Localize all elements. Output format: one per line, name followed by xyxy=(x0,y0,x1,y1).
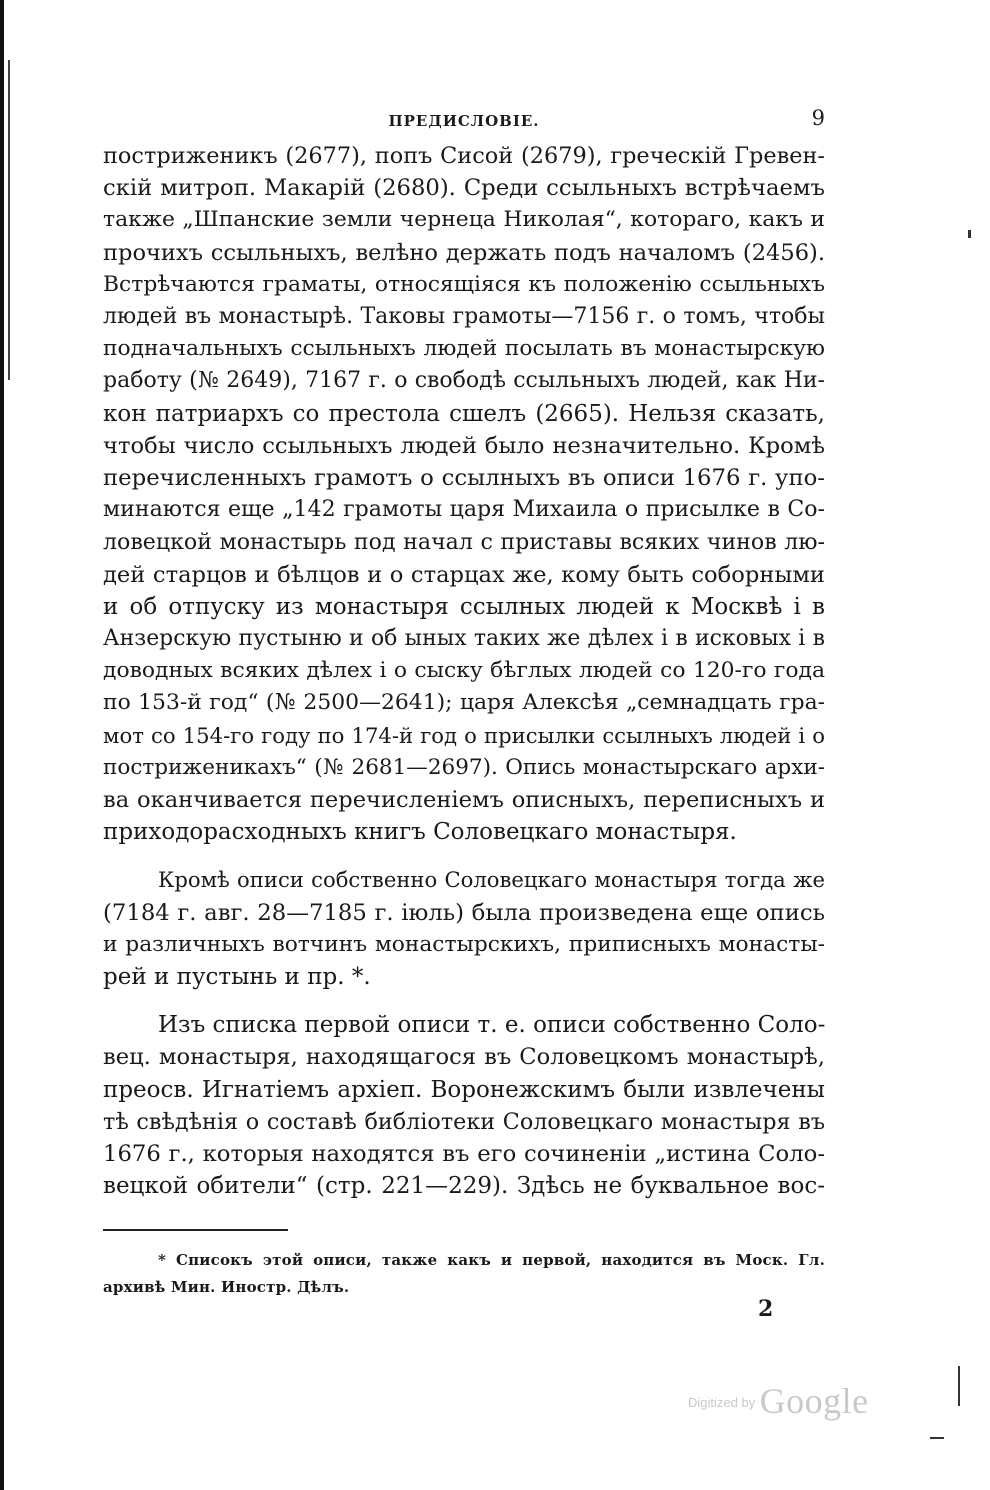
text-line: работу (№ 2649), 7167 г. о свободѣ ссыльныхъ людей, как Ни- xyxy=(103,368,825,394)
text-line: перечисленныхъ грамотъ о ссылныхъ въ описи 1676 г. упо- xyxy=(103,465,825,492)
text-line: преосв. Игнатіемъ архіеп. Воронежскимъ были извлечены xyxy=(103,1076,825,1103)
signature-mark: 2 xyxy=(758,1296,774,1322)
text-line: мот со 154-го году по 174-й год о присылки ссылныхъ людей і о xyxy=(103,722,825,748)
text-line: вец. монастыря, находящагося въ Соловецкомъ монастырѣ, xyxy=(103,1044,825,1071)
text-line: Встрѣчаются граматы, относящіяся къ положенію ссыльныхъ xyxy=(103,271,825,297)
text-line: приходорасходныхъ книгъ Соловецкаго монастыря. xyxy=(103,819,737,846)
text-line: рей и пустынь и пр. *. xyxy=(103,964,371,991)
paragraph-3 xyxy=(103,1009,825,1202)
text-line: по 153-й год“ (№ 2500—2641); царя Алексѣя „семнадцать гра- xyxy=(103,690,825,716)
text-line: доводных всяких дѣлех і о сыску бѣглых людей со 120-го года xyxy=(103,658,825,684)
text-line: 1676 г., которыя находятся въ его сочиненіи „истина Соло- xyxy=(103,1141,825,1168)
footnote-rule xyxy=(103,1229,288,1231)
text-line: кон патриархъ со престола сшелъ (2665). Нельзя сказать, xyxy=(103,400,825,427)
text-line: людей въ монастырѣ. Таковы грамоты—7156 г. о томъ, чтобы xyxy=(103,304,825,330)
text-line: ва оканчивается перечисленіемъ описныхъ, переписныхъ и xyxy=(103,787,825,814)
text-line: также „Шпанские земли чернеца Николая“, котораго, какъ и xyxy=(103,207,825,233)
paragraph-gap xyxy=(103,993,825,1009)
digitized-watermark xyxy=(688,1380,869,1422)
text-line: Анзерскую пустыню и об ыных таких же дѣлех і в исковых і в xyxy=(103,626,825,652)
scan-edge-shadow xyxy=(8,60,10,380)
paragraph-1 xyxy=(103,140,825,848)
text-line: Изъ списка первой описи т. е. описи собственно Соло- xyxy=(158,1012,826,1039)
text-line: прочихъ ссыльныхъ, велѣно держать подъ началомъ (2456). xyxy=(103,239,825,266)
text-line: Кромѣ описи собственно Соловецкаго монастыря тогда же xyxy=(158,867,825,893)
text-line: и различныхъ вотчинъ монастырскихъ, приписныхъ монасты- xyxy=(103,931,825,957)
text-line: скій митроп. Макарій (2680). Среди ссыльныхъ встрѣчаемъ xyxy=(103,175,825,202)
text-line: чтобы число ссыльныхъ людей было незначительно. Кромѣ xyxy=(103,432,825,459)
text-line: дей старцов и бѣлцов и о старцах же, кому быть соборными xyxy=(103,561,825,588)
watermark-prefix: Digitized by xyxy=(688,1395,756,1410)
scan-tick-mark xyxy=(930,1437,944,1439)
running-title: ПРЕДИСЛОВІЕ. xyxy=(388,112,540,130)
scan-tick-mark xyxy=(958,1366,960,1406)
footnote xyxy=(103,1247,825,1301)
running-head xyxy=(103,104,825,140)
footnote-line: * Списокъ этой описи, также какъ и первой, находится въ Моск. Гл. xyxy=(158,1250,825,1269)
google-logo: Google xyxy=(759,1381,869,1421)
scan-edge-dark-bar xyxy=(0,0,4,1490)
scan-tick-mark xyxy=(968,230,971,238)
text-line: вецкой обители“ (стр. 221—229). Здѣсь не буквальное вос- xyxy=(103,1173,825,1200)
paragraph-gap xyxy=(103,848,825,864)
text-line: (7184 г. авг. 28—7185 г. іюль) была произведена еще опись xyxy=(103,899,825,926)
text-line: постриженикахъ“ (№ 2681—2697). Опись монастырскаго архи- xyxy=(103,754,825,780)
text-line: тѣ свѣдѣнія о составѣ библіотеки Соловецкаго монастыря въ xyxy=(103,1108,825,1135)
page-number: 9 xyxy=(811,106,825,130)
text-line: подначальныхъ ссыльныхъ людей посылать въ монастырскую xyxy=(103,336,825,362)
page-body xyxy=(103,104,825,1301)
footnote-line: архивѣ Мин. Иностр. Дѣлъ. xyxy=(103,1277,350,1296)
text-line: ловецкой монастырь под начал с приставы всяких чинов лю- xyxy=(103,529,825,556)
text-line: минаются еще „142 грамоты царя Михаила о присылке в Со- xyxy=(103,497,825,523)
text-line: и об отпуску из монастыря ссылных людей к Москвѣ і в xyxy=(103,593,825,620)
text-line: постриженикъ (2677), попъ Сисой (2679), греческій Гревен- xyxy=(103,143,825,169)
paragraph-2 xyxy=(103,864,825,993)
scan-edge xyxy=(0,0,14,1490)
